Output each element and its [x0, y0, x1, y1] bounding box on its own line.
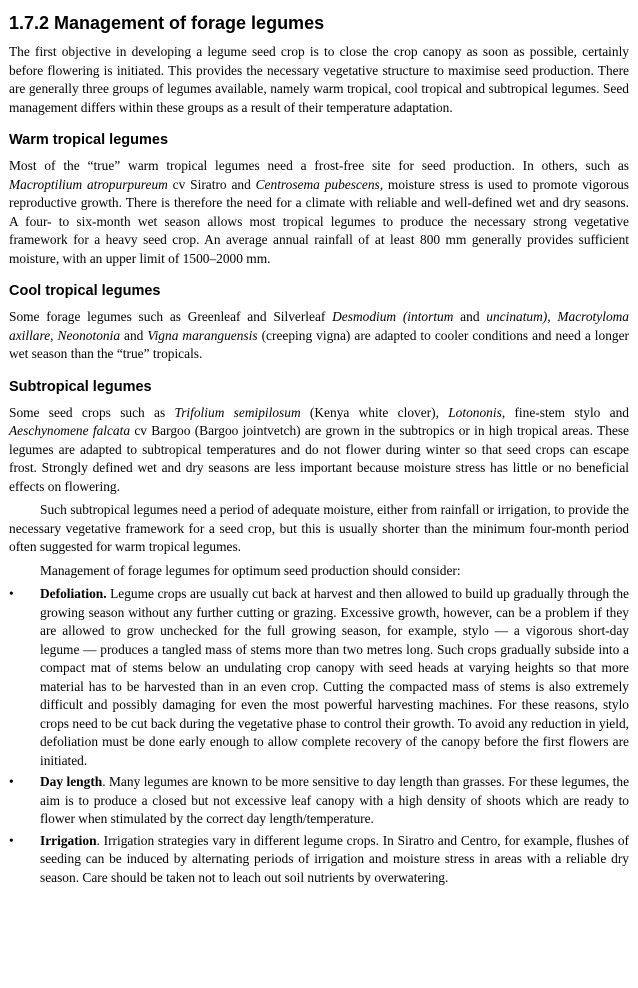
subtropical-paragraph-2: Such subtropical legumes need a period of adequate moisture, either from rainfall or irrigation, to provide the necessary vegetative framework for a seed crop, but this is usually shorter than the minimum four-month period often suggested for warm tropical legumes. [9, 502, 629, 554]
list-item-term: Day length [40, 774, 103, 789]
list-item-day-length [9, 773, 629, 829]
species-name: Trifolium semipilosum [174, 404, 301, 420]
text-run: cv Bargoo (Bargoo jointvetch) are grown in the subtropics or in high tropical areas. These legumes are adapted to subtropical temperatures and do not flower during winter so that seed crops can escape frost. Strongly defined wet and dry seasons are less important because moisture stress has little or no beneficial effects on flowering. [9, 423, 629, 494]
text-run: Most of the “true” warm tropical legumes need a frost-free site for seed production. In others, such as [9, 158, 629, 173]
document-page [9, 12, 629, 890]
species-name: Vigna maranguensis [147, 327, 258, 343]
species-name: Macrotyloma axillare, Neonotonia [9, 309, 630, 343]
considerations-intro: Management of forage legumes for optimum seed production should consider: [40, 562, 461, 578]
cool-tropical-paragraph [9, 308, 629, 364]
species-name: Centrosema pubescens [255, 176, 380, 192]
text-run: (Kenya white clover), [300, 404, 449, 420]
text-run: , moisture stress is used to promote vigorous reproductive growth. There is therefore the need for a climate with reliable and well-defined wet and dry seasons. A four- to six-month wet season allows most tropical legumes to produce the necessary strong vegetative framework for a heavy seed crop. An average annual rainfall of at least 800 mm generally provides sufficient moisture, with an upper limit of 1500–2000 mm. [9, 176, 629, 266]
warm-tropical-heading: Warm tropical legumes [9, 132, 169, 148]
text-run: , fine-stem stylo and [501, 404, 629, 420]
section-heading: 1.7.2 Management of forage legumes [9, 13, 325, 33]
text-run: Some seed crops such as [9, 404, 175, 420]
list-item-text: . Irrigation strategies vary in different legume crops. In Siratro and Centro, for example, flushes of seeding can be induced by alternating periods of irrigation and moisture stress in areas with a reliable dry season. Care should be taken not to leach out soil nutrients by overwatering. [40, 832, 629, 885]
species-name: uncinatum), [486, 309, 551, 324]
subtropical-paragraph [9, 404, 629, 497]
text-run: and [120, 327, 148, 343]
list-item-term: Irrigation [40, 832, 97, 848]
list-item-irrigation [9, 832, 629, 888]
bullet-icon: • [9, 586, 14, 601]
list-item-defoliation [9, 585, 629, 770]
list-item-term: Defoliation. [40, 586, 107, 601]
subtropical-heading: Subtropical legumes [9, 378, 152, 395]
species-name: Lotononis [448, 404, 502, 420]
text-run: cv Siratro and [167, 176, 256, 192]
considerations-list [9, 585, 629, 887]
list-item-text: . Many legumes are known to be more sensitive to day length than grasses. For these legumes, the aim is to produce a closed but not excessive leaf canopy with a high density of shoots which are ready to flower when stimulated by the correct day length/temperature. [40, 774, 630, 826]
intro-paragraph: The first objective in developing a legume seed crop is to close the crop canopy as soon as possible, certainly before flowering is initiated. This provides the necessary vegetative structure to maximise seed production. There are generally three groups of legumes available, namely warm tropical, cool tropical and subtropical legumes. Seed management differs within these groups as a result of their temperature adaptation. [9, 44, 629, 115]
cool-tropical-heading: Cool tropical legumes [9, 283, 161, 299]
list-item-text: Legume crops are usually cut back at harvest and then allowed to build up gradually through the growing season without any further cutting or grazing. Excessive growth, however, can be a problem if they are allowed to grow unchecked for the full growing season, for example, stylo — a vigorous short-day legume — produces a tangled mass of stems more than two metres long. Such crops gradually subside into a compact mat of stems below an undulating crop canopy with seed heads at varying heights so that more material has to be harvested than in an even crop. Cutting the compacted mass of stems is also extremely difficult and possibly damaging for even the most powerful harvesting machines. For these reasons, stylo crops need to be cut back during the vegetative phase to control their growth. To avoid any reduction in yield, defoliation must be done early enough to allow complete recovery of the canopy before the first flowers are initiated. [40, 586, 629, 768]
bullet-icon: • [9, 832, 14, 848]
text-run: (creeping vigna) are adapted to cooler conditions and need a longer wet season than the “true” tropicals. [9, 327, 629, 361]
species-name: Aeschynomene falcata [9, 423, 131, 438]
bullet-icon: • [9, 774, 14, 789]
warm-tropical-paragraph [9, 157, 629, 268]
text-run: and [453, 309, 487, 324]
species-name: Macroptilium atropurpureum [9, 176, 168, 192]
text-run: Some forage legumes such as Greenleaf and Silverleaf [9, 309, 333, 324]
species-name: Desmodium (intortum [332, 309, 454, 324]
